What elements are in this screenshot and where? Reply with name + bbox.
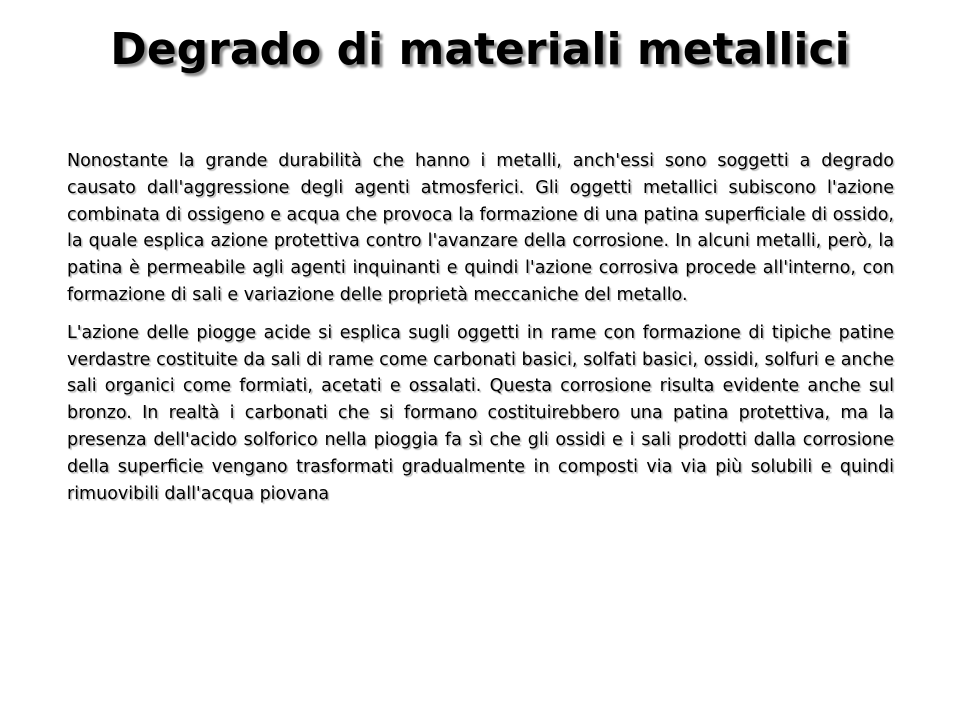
slide-body [67,148,894,518]
slide-title: Degrado di materiali metallici [110,24,850,75]
paragraph-acid-rain: L'azione delle piogge acide si esplica sugli oggetti in rame con formazione di tipiche patine verdastre costituite da sali di rame come carbonati basici, solfati basici, ossidi, solfuri e anche sali organici come formiati, acetati e ossalati. Questa corrosione risulta evidente anche sul bronzo. In realtà i carbonati che si formano costituirebbero una patina protettiva, ma la presenza dell'acido solforico nella pioggia fa sì che gli ossidi e i sali prodotti dalla corrosione della superficie vengano trasformati gradualmente in composti via via più solubili e quindi rimuovibili dall'acqua piovana [67,322,894,504]
paragraph-corrosion-intro: Nonostante la grande durabilità che hanno i metalli, anch'essi sono soggetti a degrado causato dall'aggressione degli agenti atmosferici. Gli oggetti metallici subiscono l'azione combinata di ossigeno e acqua che provoca la formazione di una patina superficiale di ossido, la quale esplica azione protettiva contro l'avanzare della corrosione. In alcuni metalli, però, la patina è permeabile agli agenti inquinanti e quindi l'azione corrosiva procede all'interno, con formazione di sali e variazione delle proprietà meccaniche del metallo. [67,151,894,305]
